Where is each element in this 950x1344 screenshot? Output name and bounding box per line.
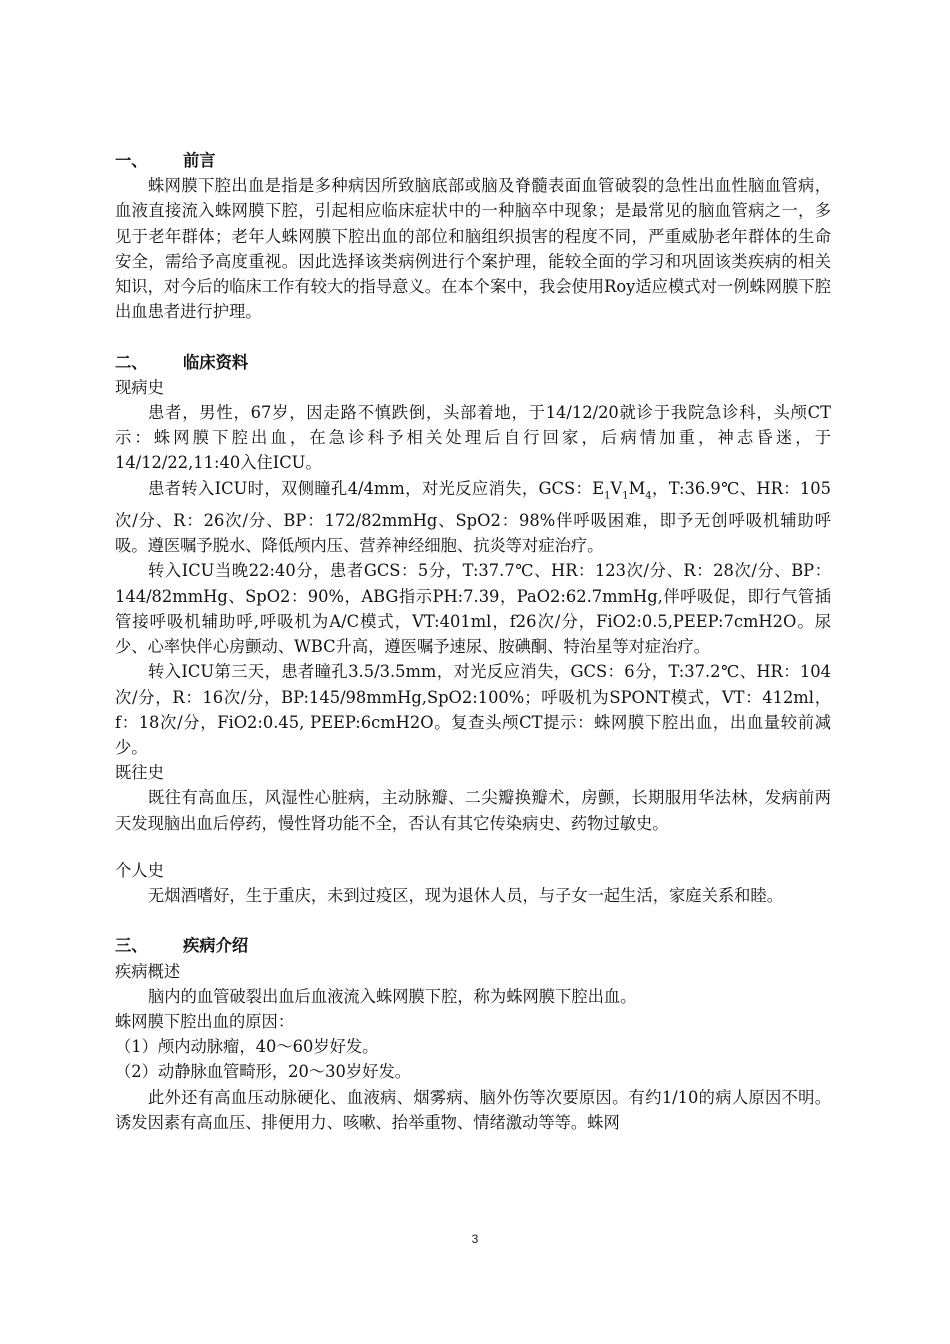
subheading-causes: 蛛网膜下腔出血的原因： [115, 1011, 295, 1031]
section-heading-preface [115, 148, 831, 173]
subheading-present-illness: 现病史 [115, 377, 164, 397]
section-title: 前言 [183, 151, 216, 170]
subheading-overview: 疾病概述 [115, 961, 181, 981]
section-heading-clinical-data [115, 350, 831, 375]
section-title: 疾病介绍 [183, 936, 249, 956]
text-span: 患者转入ICU时，双侧瞳孔4/4mm，对光反应消失，GCS：E [148, 478, 605, 498]
subscript: 4 [645, 489, 652, 501]
paragraph: 转入ICU第三天，患者瞳孔3.5/3.5mm，对光反应消失，GCS：6分，T:37.2℃、HR：104次/分，R：16次/分，BP:145/98mmHg,SpO2:100%；呼吸机为SPONT模式，VT：412ml，f：18次/分，FiO2:0.45, PEEP:6cmH2O。复查头颅CT提示：蛛网膜下腔出血，出血量较前减少。 [115, 662, 831, 757]
text-span: ，T:36.9℃、HR：105次/分、R：26次/分、BP：172/82mmHg、SpO2：98%伴呼吸困难，即予无创呼吸机辅助呼吸。遵医嘱予脱水、降低颅内压、营养神经细胞、抗炎等对症治疗。 [115, 478, 832, 556]
paragraph: 既往有高血压，风湿性心脏病，主动脉瓣、二尖瓣换瓣术，房颤，长期服用华法林，发病前两天发现脑出血后停药，慢性肾功能不全，否认有其它传染病史、药物过敏史。 [115, 788, 831, 833]
subscript: 1 [604, 489, 611, 501]
text-span: V [610, 478, 623, 498]
section-number: 二、 [115, 352, 148, 372]
document-body [115, 148, 831, 1135]
paragraph-admission [115, 476, 831, 559]
paragraph: 患者，男性，67岁，因走路不慎跌倒，头部着地，于14/12/20就诊于我院急诊科，头颅CT示：蛛网膜下腔出血，在急诊科予相关处理后自行回家，后病情加重，神志昏迷，于14/12/22,11:40入住ICU。 [115, 403, 831, 473]
paragraph: 无烟酒嗜好，生于重庆，未到过疫区，现为退休人员，与子女一起生活，家庭关系和睦。 [148, 885, 783, 905]
subheading-past-history: 既往史 [115, 763, 164, 783]
paragraph: 转入ICU当晚22:40分，患者GCS：5分，T:37.7℃、HR：123次/分、R：28次/分、BP：144/82mmHg、SpO2：90%，ABG指示PH:7.39，PaO2:62.7mmHg,伴呼吸促，即行气管插管接呼吸机辅助呼,呼吸机为A/C模式，VT:401ml，f26次/分，FiO2:0.5,PEEP:7cmH2O。尿少、心率快伴心房颤动、WBC升高，遵医嘱予速尿、胺碘酮、特治星等对症治疗。 [115, 561, 831, 657]
paragraph: 此外还有高血压动脉硬化、血液病、烟雾病、脑外伤等次要原因。有约1/10的病人原因不明。诱发因素有高血压、排便用力、咳嗽、抬举重物、情绪激动等等。蛛网 [115, 1087, 831, 1132]
section-number: 一、 [115, 151, 148, 170]
page-number: 3 [471, 1232, 479, 1246]
preface-paragraph: 蛛网膜下腔出血是指是多种病因所致脑底部或脑及脊髓表面血管破裂的急性出血性脑血管病，血液直接流入蛛网膜下腔，引起相应临床症状中的一种脑卒中现象；是最常见的脑血管病之一，多见于老年群体；老年人蛛网膜下腔出血的部位和脑组织损害的程度不同，严重威胁老年群体的生命安全，需给予高度重视。因此选择该类病例进行个案护理，能较全面的学习和巩固该类疾病的相关知识，对今后的临床工作有较大的指导意义。在本个案中，我会使用Roy适应模式对一例蛛网膜下腔出血患者进行护理。 [115, 176, 831, 322]
subscript: 1 [622, 489, 629, 501]
text-span: M [628, 478, 646, 498]
list-item: （1）颅内动脉瘤，40～60岁好发。 [115, 1037, 379, 1057]
list-item: （2）动静脉血管畸形，20～30岁好发。 [115, 1062, 412, 1082]
section-number: 三、 [115, 936, 148, 956]
subheading-personal-history: 个人史 [115, 860, 164, 880]
section-title: 临床资料 [183, 352, 249, 372]
section-heading-disease-intro [115, 933, 831, 958]
paragraph: 脑内的血管破裂出血后血液流入蛛网膜下腔，称为蛛网膜下腔出血。 [148, 986, 637, 1006]
